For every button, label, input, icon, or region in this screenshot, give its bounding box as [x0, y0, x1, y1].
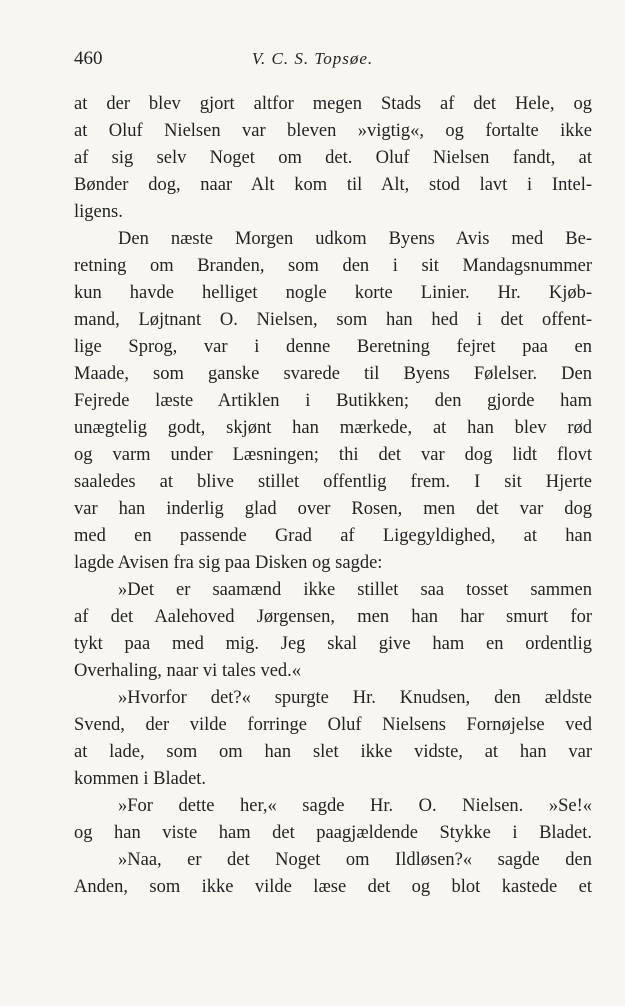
text-line: »Naa, er det Noget om Ildløsen?« sagde den [118, 850, 592, 870]
text-line: Overhaling, naar vi tales ved.« [74, 661, 302, 681]
text-line: ligens. [74, 202, 123, 222]
text-line: Fejrede læste Artiklen i Butikken; den gjorde ham [74, 391, 592, 411]
text-line: unægtelig godt, skjønt han mærkede, at han blev rød [74, 418, 592, 438]
text-line: Maade, som ganske svarede til Byens Følelser. Den [74, 364, 592, 384]
text-line: mand, Løjtnant O. Nielsen, som han hed i det offent- [74, 310, 592, 330]
text-line: kun havde helliget nogle korte Linier. Hr. Kjøb- [74, 283, 592, 303]
text-line: »Hvorfor det?« spurgte Hr. Knudsen, den ældste [118, 688, 592, 708]
text-line: tykt paa med mig. Jeg skal give ham en ordentlig [74, 634, 592, 654]
text-line: Svend, der vilde forringe Oluf Nielsens Fornøjelse ved [74, 715, 592, 735]
text-line: af sig selv Noget om det. Oluf Nielsen fandt, at [74, 148, 592, 168]
text-line: at Oluf Nielsen var bleven »vigtig«, og fortalte ikke [74, 121, 592, 141]
text-line: at der blev gjort altfor megen Stads af det Hele, og [74, 94, 592, 114]
text-line: lige Sprog, var i denne Beretning fejret paa en [74, 337, 592, 357]
text-line: lagde Avisen fra sig paa Disken og sagde: [74, 553, 383, 573]
text-line: af det Aalehoved Jørgensen, men han har smurt for [74, 607, 592, 627]
running-title: V. C. S. Topsøe. [251, 49, 374, 68]
text-line: med en passende Grad af Ligegyldighed, at han [74, 526, 592, 546]
body-text [74, 91, 592, 901]
text-line: og varm under Læsningen; thi det var dog lidt flovt [74, 445, 592, 465]
text-line: kommen i Bladet. [74, 769, 207, 789]
text-line: saaledes at blive stillet offentlig frem. I sit Hjerte [74, 472, 592, 492]
text-line: retning om Branden, som den i sit Mandagsnummer [74, 256, 592, 276]
text-line: »Det er saamænd ikke stillet saa tosset sammen [118, 580, 592, 600]
text-line: var han inderlig glad over Rosen, men det var dog [74, 499, 592, 519]
text-line: Bønder dog, naar Alt kom til Alt, stod lavt i Intel- [74, 175, 592, 195]
text-line: og han viste ham det paagjældende Stykke i Bladet. [74, 823, 592, 843]
text-line: Anden, som ikke vilde læse det og blot kastede et [74, 877, 592, 897]
page-number: 460 [74, 48, 103, 69]
text-line: Den næste Morgen udkom Byens Avis med Be- [118, 229, 592, 249]
text-line: »For dette her,« sagde Hr. O. Nielsen. »Se!« [118, 796, 592, 816]
text-line: at lade, som om han slet ikke vidste, at han var [74, 742, 592, 762]
